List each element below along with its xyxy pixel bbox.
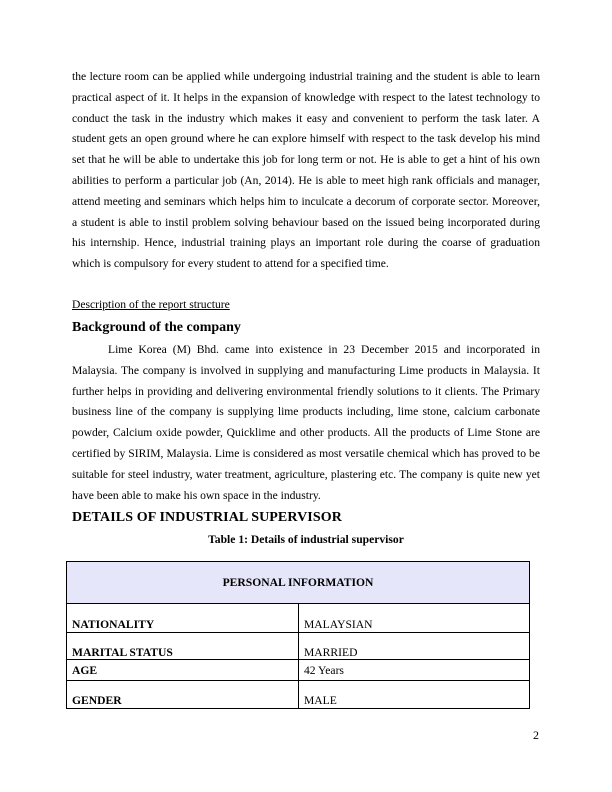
table-row: [67, 633, 530, 660]
supervisor-details-heading: DETAILS OF INDUSTRIAL SUPERVISOR: [72, 510, 342, 525]
page-number: 2: [533, 728, 539, 742]
table-caption: Table 1: Details of industrial supervisor: [208, 533, 404, 546]
supervisor-table: [66, 561, 530, 709]
row-label: GENDER: [67, 681, 299, 709]
background-heading: Background of the company: [72, 320, 241, 335]
row-value: MALE: [299, 681, 530, 709]
table-header-cell: PERSONAL INFORMATION: [67, 562, 530, 604]
table-row: [67, 604, 530, 633]
table-header-row: [67, 562, 530, 604]
row-label: MARITAL STATUS: [67, 633, 299, 660]
intro-paragraph: the lecture room can be applied while undergoing industrial training and the student is able to learn practical aspect of it. It helps in the expansion of knowledge with respect to the latest technology to conduct the task in the industry which makes it easy and convenient to perform the task later. A student gets an open ground where he can explore himself with respect to the task develop his mind set that he will be able to undertake this job for long term or not. He is able to get a hint of his own abilities to perform a particular job (An, 2014). He is able to meet high rank officials and manager, attend meeting and seminars which helps him to inculcate a decorum of corporate sector. Moreover, a student is able to instil problem solving behaviour based on the issued being incorporated during his internship. Hence, industrial training plays an important role during the coarse of graduation which is compulsory for every student to attend for a specified time.: [72, 70, 540, 271]
table-row: [67, 660, 530, 681]
row-label: AGE: [67, 660, 299, 681]
row-value: 42 Years: [299, 660, 530, 681]
report-structure-subheading: Description of the report structure: [72, 298, 230, 311]
row-value: MALAYSIAN: [299, 604, 530, 633]
background-paragraph: Lime Korea (M) Bhd. came into existence in 23 December 2015 and incorporated in Malaysia. The company is involved in supplying and manufacturing Lime products in Malaysia. It further helps in providing and delivering environmental friendly solutions to it clients. The Primary business line of the company is supplying lime products including, lime stone, calcium carbonate powder, Calcium oxide powder, Quicklime and other products. All the products of Lime Stone are certified by SIRIM, Malaysia. Lime is considered as most versatile chemical which has proved to be suitable for steel industry, water treatment, agriculture, plastering etc. The company is quite new yet have been able to make his own space in the industry.: [72, 343, 540, 502]
row-value: MARRIED: [299, 633, 530, 660]
row-label: NATIONALITY: [67, 604, 299, 633]
table-row: [67, 681, 530, 709]
